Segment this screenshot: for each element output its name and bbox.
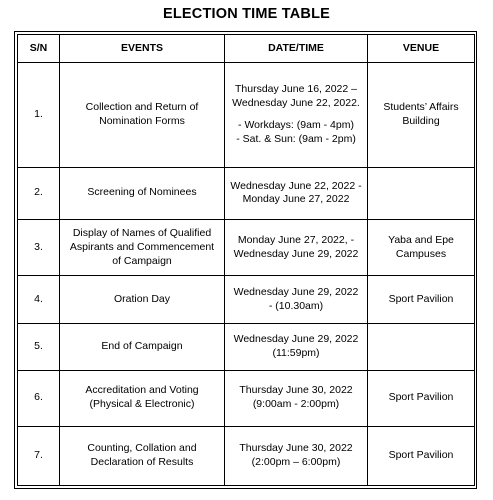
table-row <box>18 371 475 426</box>
venue-line: Building <box>402 114 440 127</box>
schedule-line: - Workdays: (9am - 4pm) <box>238 118 354 131</box>
header-events: EVENTS <box>60 35 225 63</box>
venue-line: Students’ Affairs <box>383 101 459 113</box>
event-line: Oration Day <box>113 292 171 305</box>
sn-cell: 7. <box>18 426 60 485</box>
event-line: Screening of Nominees <box>87 186 197 199</box>
sn-cell: 5. <box>18 323 60 370</box>
venue-cell <box>368 371 475 426</box>
venue-cell <box>368 63 475 168</box>
sn-cell: 1. <box>18 63 60 168</box>
table-row <box>18 63 475 168</box>
datetime-line: Wednesday June 22, 2022. <box>232 97 360 109</box>
datetime-cell <box>225 167 368 219</box>
table-header-row <box>18 35 475 63</box>
header-venue: VENUE <box>368 35 475 63</box>
datetime-cell <box>225 323 368 370</box>
event-line: Nomination Forms <box>99 114 185 127</box>
event-cell <box>60 371 225 426</box>
event-cell <box>60 426 225 485</box>
sn-cell: 2. <box>18 167 60 219</box>
venue-line: Sport Pavilion <box>388 391 454 404</box>
table-row <box>18 220 475 276</box>
venue-line: Campuses <box>395 247 447 260</box>
datetime-line: (9:00am - 2:00pm) <box>252 398 340 411</box>
event-line: Counting, Collation and <box>87 441 197 454</box>
datetime-line: Monday June 27, 2022, - <box>237 233 355 246</box>
document-title: ELECTION TIME TABLE <box>162 6 331 22</box>
event-cell <box>60 220 225 276</box>
sn-cell: 4. <box>18 276 60 323</box>
datetime-cell <box>225 371 368 426</box>
venue-line: Yaba and Epe <box>388 233 454 246</box>
event-cell <box>60 167 225 219</box>
schedule-line: - Sat. & Sun: (9am - 2pm) <box>236 132 356 145</box>
sn-cell: 6. <box>18 371 60 426</box>
venue-cell <box>368 167 475 219</box>
event-cell <box>60 63 225 168</box>
datetime-line: (2:00pm – 6:00pm) <box>251 455 341 468</box>
datetime-line: Wednesday June 29, 2022 <box>233 333 359 346</box>
event-cell <box>60 323 225 370</box>
datetime-cell <box>225 63 368 168</box>
table-row <box>18 323 475 370</box>
event-line: Aspirants and Commencement <box>69 240 215 253</box>
election-timetable <box>17 34 475 486</box>
header-sn: S/N <box>18 35 60 63</box>
header-datetime: DATE/TIME <box>225 35 368 63</box>
datetime-line: (11:59pm) <box>272 346 320 359</box>
datetime-line: Thursday June 30, 2022 <box>239 384 353 397</box>
datetime-line: Thursday June 30, 2022 <box>239 441 353 454</box>
venue-cell <box>368 323 475 370</box>
table-row <box>18 276 475 323</box>
venue-line: Sport Pavilion <box>388 448 454 461</box>
datetime-line: Wednesday June 22, 2022 - <box>230 179 362 192</box>
event-line: (Physical & Electronic) <box>89 398 195 411</box>
event-line: Accreditation and Voting <box>85 384 199 397</box>
datetime-line: Wednesday June 29, 2022 <box>233 285 359 298</box>
event-cell <box>60 276 225 323</box>
datetime-line: Wednesday June 29, 2022 <box>233 247 359 260</box>
venue-cell <box>368 426 475 485</box>
venue-line: Sport Pavilion <box>388 292 454 305</box>
venue-cell <box>368 276 475 323</box>
event-line: Collection and Return of <box>85 101 199 113</box>
datetime-line: Monday June 27, 2022 <box>242 193 350 206</box>
datetime-cell <box>225 426 368 485</box>
table-row <box>18 426 475 485</box>
event-line: of Campaign <box>112 254 172 267</box>
datetime-line: - (10.30am) <box>268 299 324 312</box>
event-line: End of Campaign <box>101 340 183 353</box>
table-row <box>18 167 475 219</box>
venue-cell <box>368 220 475 276</box>
datetime-cell <box>225 276 368 323</box>
sn-cell: 3. <box>18 220 60 276</box>
datetime-cell <box>225 220 368 276</box>
event-line: Display of Names of Qualified <box>72 227 212 239</box>
datetime-line: Thursday June 16, 2022 – <box>234 83 357 96</box>
event-line: Declaration of Results <box>90 455 194 468</box>
